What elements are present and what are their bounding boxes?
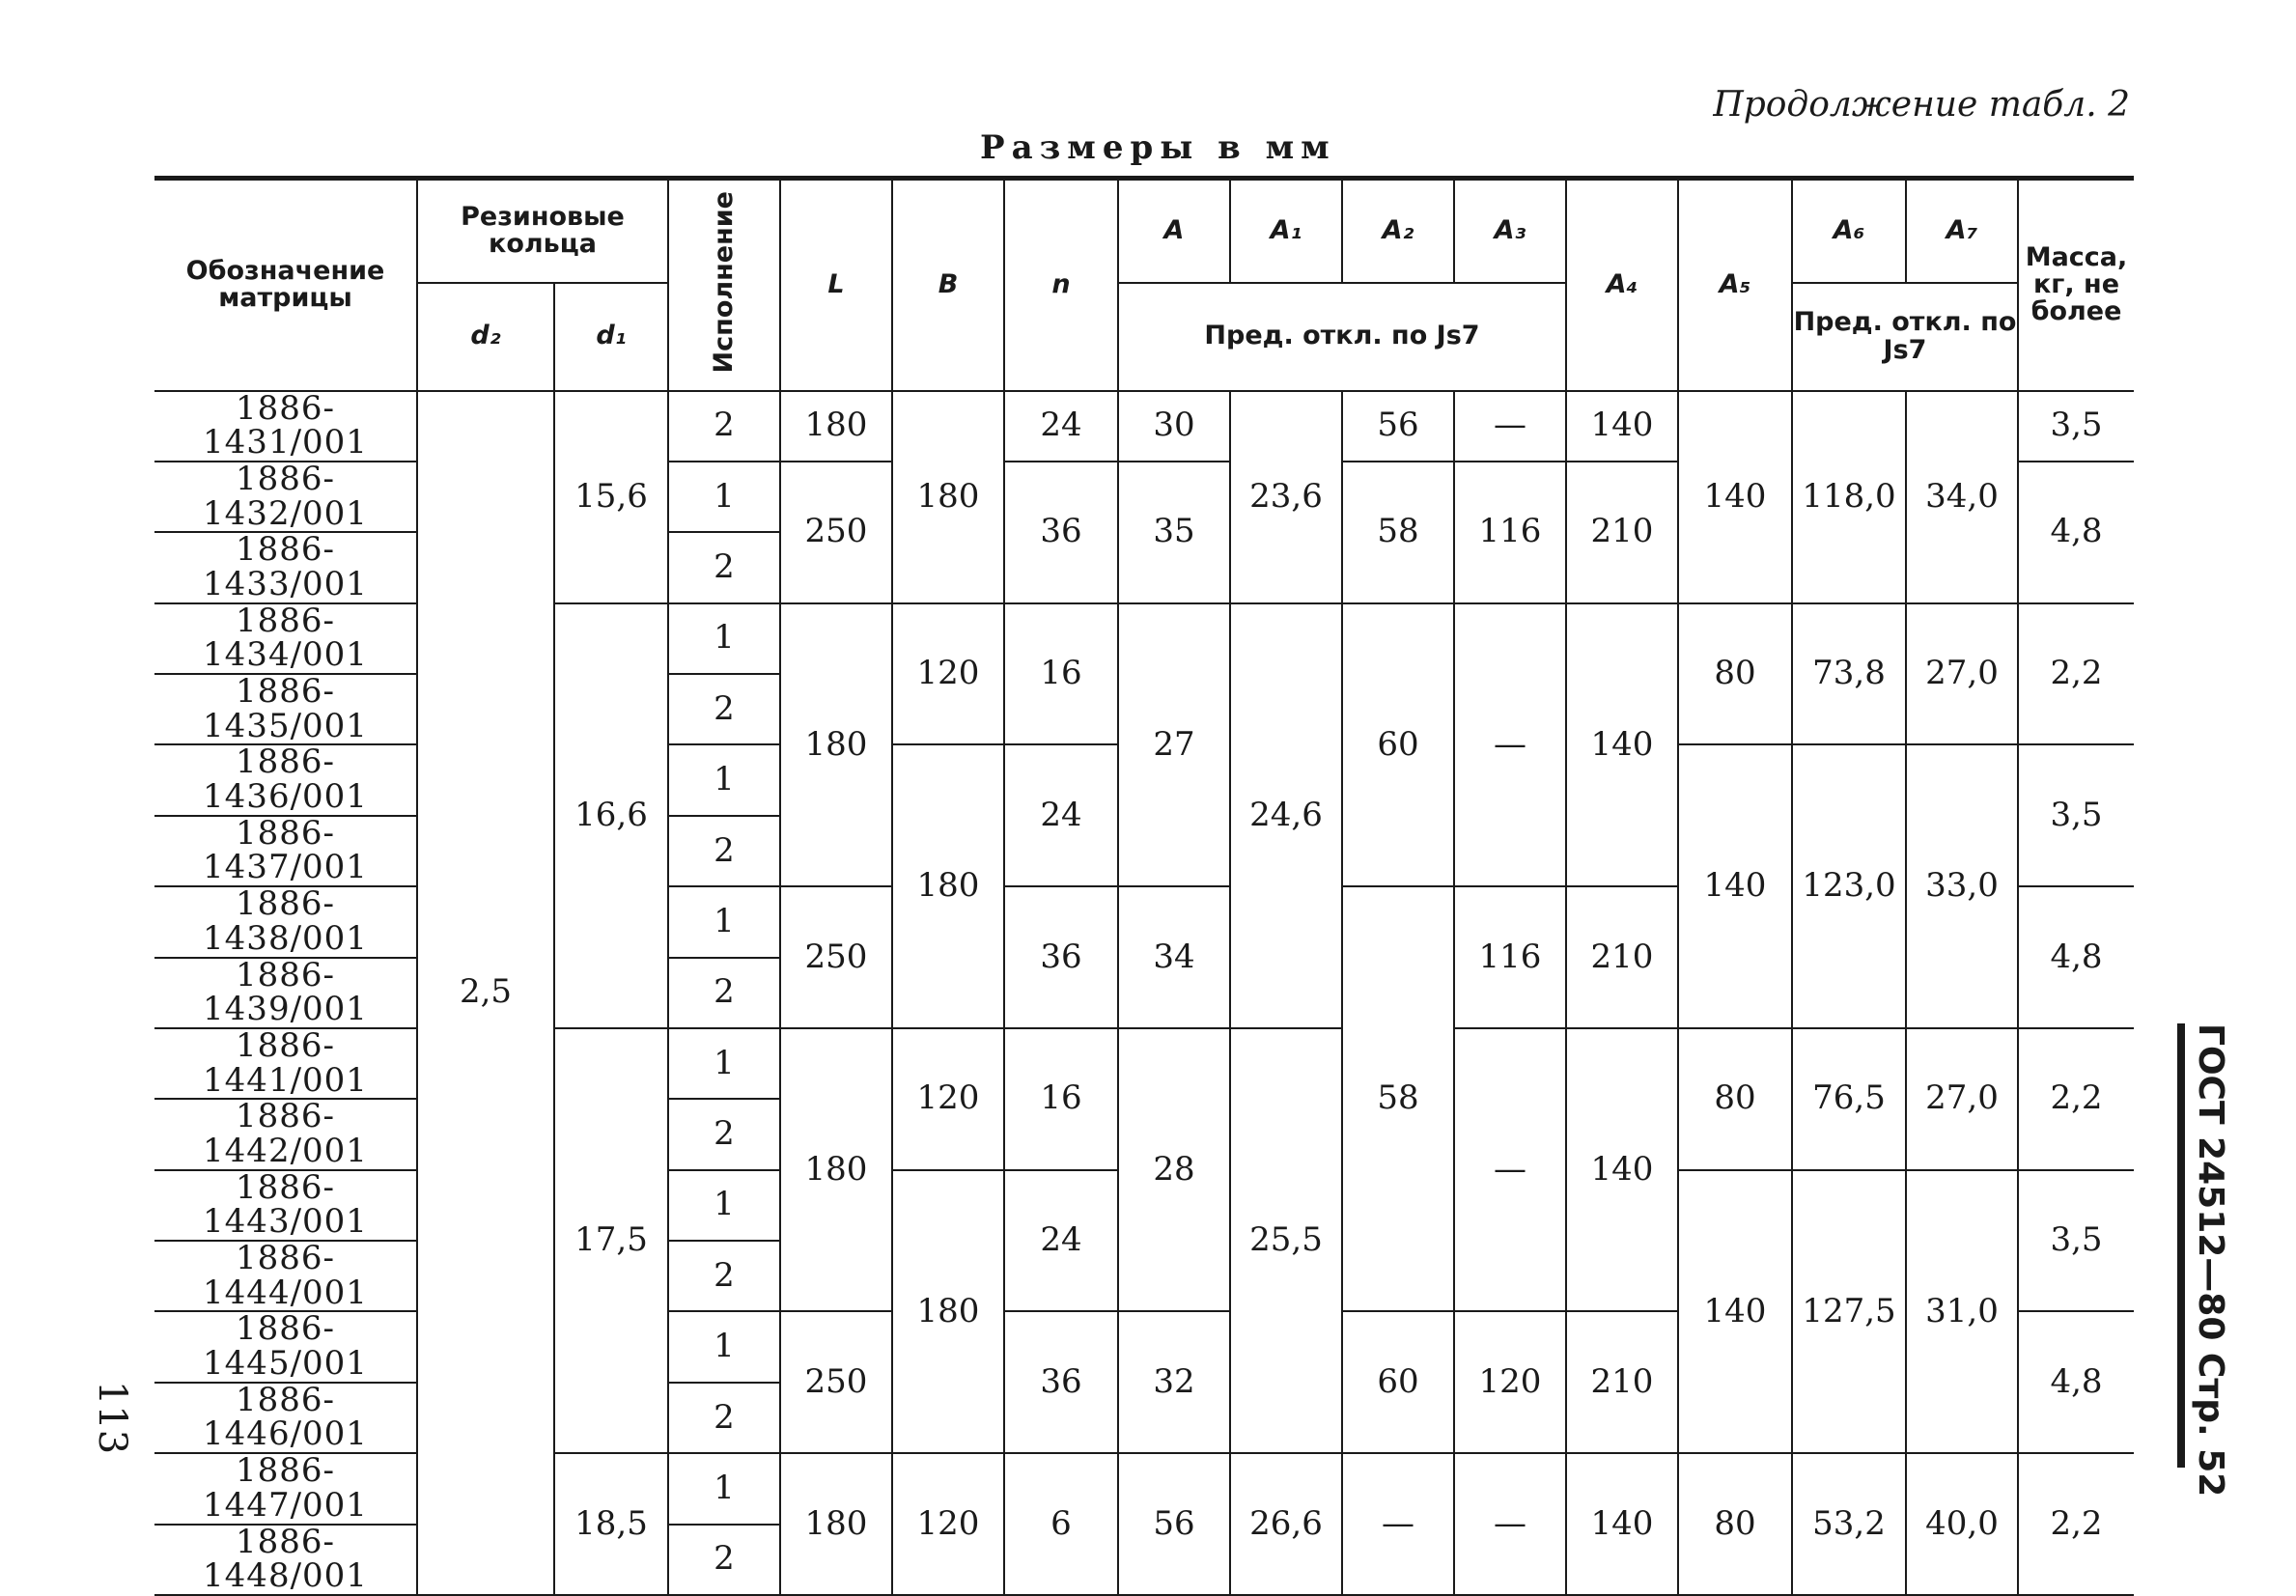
A3-cell: — (1454, 391, 1566, 462)
A-cell: 27 (1118, 603, 1230, 887)
version-cell: 2 (668, 674, 780, 744)
A5-cell: 80 (1678, 1028, 1792, 1170)
header-d1: d₁ (554, 283, 668, 391)
A6-cell: 127,5 (1792, 1170, 1906, 1454)
page-number: 113 (90, 1380, 135, 1455)
A-cell: 28 (1118, 1028, 1230, 1312)
header-A: A (1118, 179, 1230, 283)
A-cell: 30 (1118, 391, 1230, 462)
version-cell: 2 (668, 391, 780, 462)
side-stamp (2177, 1023, 2235, 1498)
header-A6: A₆ (1792, 179, 1906, 283)
version-cell: 2 (668, 1525, 780, 1595)
A3-cell: 116 (1454, 462, 1566, 603)
B-cell: 180 (892, 1170, 1004, 1454)
A5-cell: 140 (1678, 391, 1792, 603)
A7-cell: 31,0 (1906, 1170, 2018, 1454)
header-A5: A₅ (1678, 179, 1792, 391)
version-cell: 1 (668, 1453, 780, 1524)
B-cell: 180 (892, 744, 1004, 1028)
A4-cell: 140 (1566, 391, 1678, 462)
A7-cell: 27,0 (1906, 1028, 2018, 1170)
designation-cell: 1886-1446/001 (154, 1383, 417, 1453)
header-A1: A₁ (1230, 179, 1342, 283)
A7-cell: 40,0 (1906, 1453, 2018, 1595)
A2-cell: — (1342, 1453, 1454, 1595)
header-tolerance-a6: Пред. откл. по Js7 (1792, 283, 2018, 391)
units-caption: Размеры в мм (980, 128, 1336, 167)
n-cell: 24 (1004, 391, 1118, 462)
version-cell: 1 (668, 744, 780, 815)
L-cell: 180 (780, 1453, 892, 1595)
version-cell: 2 (668, 532, 780, 602)
mass-cell: 4,8 (2018, 886, 2134, 1028)
A2-cell: 56 (1342, 391, 1454, 462)
header-version: Исполнение (668, 179, 780, 391)
header-A4: A₄ (1566, 179, 1678, 391)
A6-cell: 73,8 (1792, 603, 1906, 745)
A3-cell: 116 (1454, 886, 1566, 1028)
A2-cell: 60 (1342, 1311, 1454, 1453)
designation-cell: 1886-1445/001 (154, 1311, 417, 1382)
A2-cell: 60 (1342, 603, 1454, 887)
designation-cell: 1886-1444/001 (154, 1241, 417, 1311)
A4-cell: 140 (1566, 603, 1678, 887)
version-cell: 1 (668, 462, 780, 532)
d2-cell: 2,5 (417, 391, 554, 1595)
A2-cell: 58 (1342, 886, 1454, 1311)
A3-cell: — (1454, 1453, 1566, 1595)
L-cell: 180 (780, 603, 892, 887)
designation-cell: 1886-1443/001 (154, 1170, 417, 1241)
A7-cell: 34,0 (1906, 391, 2018, 603)
version-cell: 1 (668, 603, 780, 674)
A1-cell: 24,6 (1230, 603, 1342, 1028)
A5-cell: 140 (1678, 744, 1792, 1028)
mass-cell: 3,5 (2018, 1170, 2134, 1312)
header-designation: Обозначение матрицы (154, 179, 417, 391)
designation-cell: 1886-1439/001 (154, 958, 417, 1028)
A3-cell: — (1454, 603, 1566, 887)
A4-cell: 210 (1566, 1311, 1678, 1453)
A4-cell: 210 (1566, 886, 1678, 1028)
A6-cell: 123,0 (1792, 744, 1906, 1028)
designation-cell: 1886-1433/001 (154, 532, 417, 602)
designation-cell: 1886-1432/001 (154, 462, 417, 532)
L-cell: 250 (780, 462, 892, 603)
header-d2: d₂ (417, 283, 554, 391)
A6-cell: 76,5 (1792, 1028, 1906, 1170)
A1-cell: 25,5 (1230, 1028, 1342, 1453)
header-L: L (780, 179, 892, 391)
A-cell: 56 (1118, 1453, 1230, 1595)
n-cell: 24 (1004, 1170, 1118, 1312)
designation-cell: 1886-1442/001 (154, 1099, 417, 1169)
B-cell: 180 (892, 391, 1004, 603)
A5-cell: 80 (1678, 1453, 1792, 1595)
version-cell: 1 (668, 1170, 780, 1241)
B-cell: 120 (892, 603, 1004, 745)
n-cell: 16 (1004, 1028, 1118, 1170)
n-cell: 24 (1004, 744, 1118, 886)
n-cell: 36 (1004, 1311, 1118, 1453)
n-cell: 6 (1004, 1453, 1118, 1595)
A1-cell: 23,6 (1230, 391, 1342, 603)
designation-cell: 1886-1435/001 (154, 674, 417, 744)
A4-cell: 210 (1566, 462, 1678, 603)
L-cell: 250 (780, 886, 892, 1028)
header-tolerance-a: Пред. откл. по Js7 (1118, 283, 1566, 391)
designation-cell: 1886-1447/001 (154, 1453, 417, 1524)
A7-cell: 33,0 (1906, 744, 2018, 1028)
stamp-rule (2177, 1023, 2185, 1468)
n-cell: 16 (1004, 603, 1118, 745)
version-cell: 2 (668, 958, 780, 1028)
version-cell: 2 (668, 1099, 780, 1169)
A1-cell: 26,6 (1230, 1453, 1342, 1595)
mass-cell: 2,2 (2018, 1453, 2134, 1595)
designation-cell: 1886-1438/001 (154, 886, 417, 957)
d1-cell: 16,6 (554, 603, 668, 1028)
n-cell: 36 (1004, 462, 1118, 603)
mass-cell: 3,5 (2018, 391, 2134, 462)
n-cell: 36 (1004, 886, 1118, 1028)
mass-cell: 4,8 (2018, 462, 2134, 603)
header-mass: Масса, кг, не более (2018, 179, 2134, 391)
header-A7: A₇ (1906, 179, 2018, 283)
header-A3: A₃ (1454, 179, 1566, 283)
A-cell: 35 (1118, 462, 1230, 603)
header-rubber-rings: Резиновые кольца (417, 179, 668, 283)
designation-cell: 1886-1448/001 (154, 1525, 417, 1595)
A3-cell: 120 (1454, 1311, 1566, 1453)
designation-cell: 1886-1437/001 (154, 816, 417, 886)
version-cell: 2 (668, 1241, 780, 1311)
L-cell: 250 (780, 1311, 892, 1453)
designation-cell: 1886-1434/001 (154, 603, 417, 674)
header-n: n (1004, 179, 1118, 391)
table-row (154, 391, 2134, 462)
d1-cell: 18,5 (554, 1453, 668, 1595)
A5-cell: 80 (1678, 603, 1792, 745)
dimensions-table (154, 176, 2134, 1596)
version-cell: 2 (668, 816, 780, 886)
version-cell: 1 (668, 1028, 780, 1099)
A6-cell: 53,2 (1792, 1453, 1906, 1595)
A2-cell: 58 (1342, 462, 1454, 603)
header-A2: A₂ (1342, 179, 1454, 283)
version-cell: 1 (668, 886, 780, 957)
B-cell: 120 (892, 1028, 1004, 1170)
mass-cell: 2,2 (2018, 1028, 2134, 1170)
designation-cell: 1886-1431/001 (154, 391, 417, 462)
A-cell: 34 (1118, 886, 1230, 1028)
stamp-text: ГОСТ 24512—80 Стр. 52 (2191, 1023, 2230, 1498)
d1-cell: 17,5 (554, 1028, 668, 1453)
table-body (154, 388, 2134, 1596)
L-cell: 180 (780, 391, 892, 462)
d1-cell: 15,6 (554, 391, 668, 603)
A4-cell: 140 (1566, 1028, 1678, 1312)
A5-cell: 140 (1678, 1170, 1792, 1454)
version-cell: 1 (668, 1311, 780, 1382)
designation-cell: 1886-1441/001 (154, 1028, 417, 1099)
designation-cell: 1886-1436/001 (154, 744, 417, 815)
A7-cell: 27,0 (1906, 603, 2018, 745)
mass-cell: 4,8 (2018, 1311, 2134, 1453)
table-header (154, 179, 2134, 391)
mass-cell: 2,2 (2018, 603, 2134, 745)
A6-cell: 118,0 (1792, 391, 1906, 603)
header-B: B (892, 179, 1004, 391)
A4-cell: 140 (1566, 1453, 1678, 1595)
A3-cell: — (1454, 1028, 1566, 1312)
B-cell: 120 (892, 1453, 1004, 1595)
L-cell: 180 (780, 1028, 892, 1312)
A-cell: 32 (1118, 1311, 1230, 1453)
continuation-title: Продолжение табл. 2 (1713, 85, 2130, 125)
mass-cell: 3,5 (2018, 744, 2134, 886)
version-cell: 2 (668, 1383, 780, 1453)
